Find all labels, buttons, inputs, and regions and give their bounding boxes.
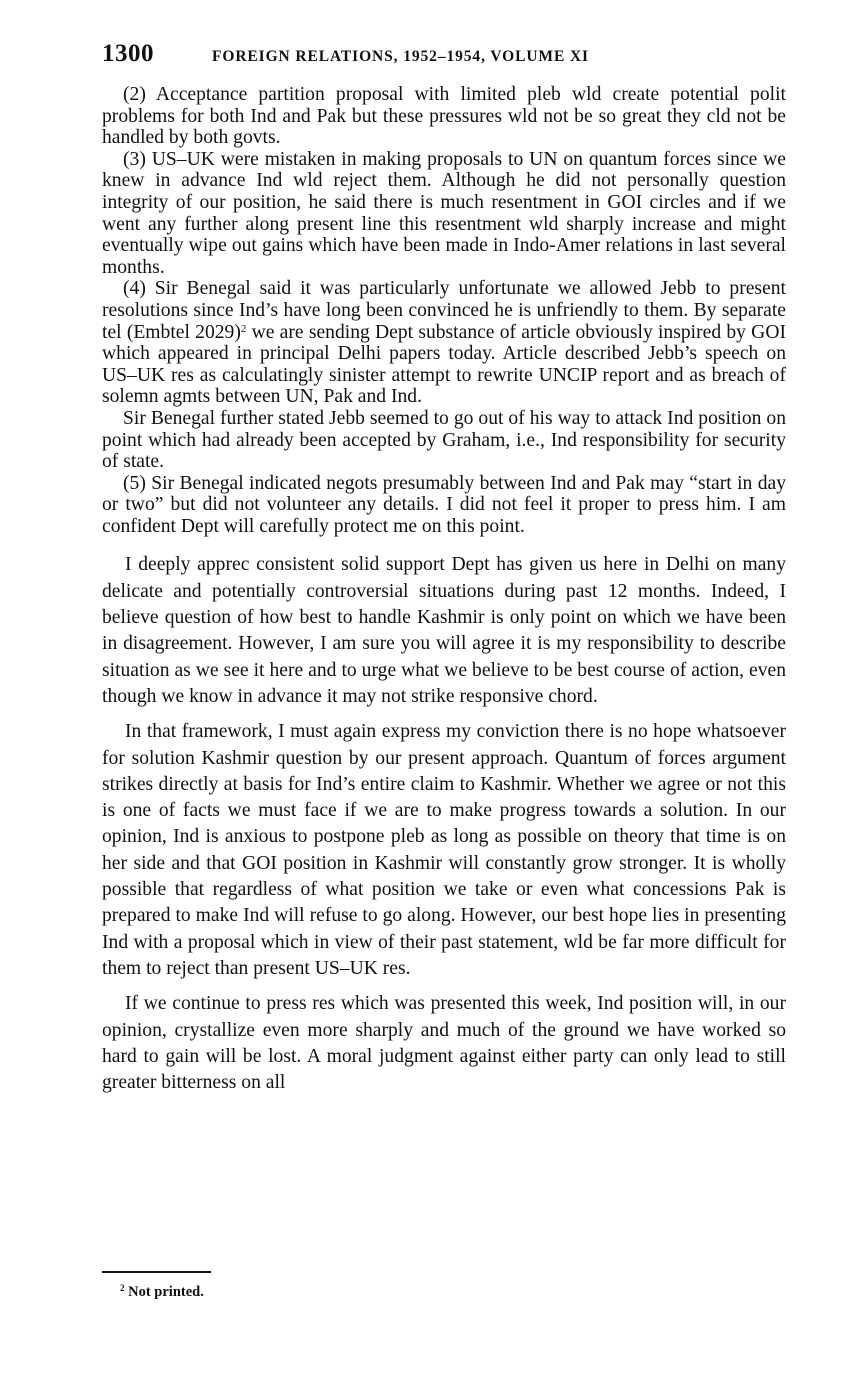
- document-page: [102, 40, 786, 1096]
- point-4: [102, 278, 786, 408]
- paragraph-support: I deeply apprec consistent solid support Dept has given us here in Delhi on many delicate and potentially controversial situations during past 12 months. Indeed, I believe question of how best to handle Kashmir is only point on which we have been in disagreement. However, I am sure you will agree it is my responsibility to describe situation as we see it here and to urge what we believe to be best course of action, even though we know in advance it may not strike responsive chord.: [102, 554, 786, 707]
- footnote-reference: 2: [240, 322, 247, 335]
- page-header: [102, 40, 786, 84]
- footnote-divider: [102, 1271, 211, 1273]
- running-head: FOREIGN RELATIONS, 1952–1954, VOLUME XI: [212, 48, 589, 65]
- point-4-continuation: Sir Benegal further stated Jebb seemed to go out of his way to attack Ind position on point which had already been accepted by Graham, i.e., Ind responsibility for security of state.: [102, 407, 786, 473]
- point-3: (3) US–UK were mistaken in making proposals to UN on quantum forces since we knew in advance Ind wld reject them. Although he did not personally question integrity of our position, he said there is much resentment in GOI circles and if we went any further along present line this resentment wld sharply increase and might eventually wipe out gains which have been made in Indo-Amer relations in last several months.: [102, 148, 786, 278]
- body-paragraphs: [102, 552, 786, 1096]
- point-4-text-start: (4) Sir Benegal said it was particularly unfortunate we allowed Jebb to present resolutions since Ind’s have long been convinced he is unfriendly to them. By separate tel (Embtel 2029): [102, 278, 786, 343]
- paragraph-continue: If we continue to press res which was presented this week, Ind position will, in our opinion, crystallize even more sharply and much of the ground we have worked so hard to gain will be lost. A moral judgment against either party can only lead to still greater bitterness on all: [102, 993, 786, 1094]
- paragraph-framework: In that framework, I must again express my conviction there is no hope whatsoever for solution Kashmir question by our present approach. Quantum of forces argument strikes directly at basis for Ind’s entire claim to Kashmir. Whether we agree or not this is one of facts we must face if we are to make progress towards a solution. In our opinion, Ind is anxious to postpone pleb as long as possible on theory that time is on her side and that GOI position in Kashmir will constantly grow stronger. It is wholly possible that regardless of what position we take or even what concessions Pak is prepared to make Ind will refuse to go along. However, our best hope lies in presenting Ind with a proposal which in view of their past statement, wld be far more difficult for them to reject than present US–UK res.: [102, 721, 786, 979]
- point-5: (5) Sir Benegal indicated negots presumably between Ind and Pak may “start in day or two” but did not volunteer any details. I did not feel it proper to press him. I am confident Dept will carefully protect me on this point.: [102, 472, 786, 537]
- footnote-marker: 2: [120, 1283, 125, 1293]
- page-number: 1300: [102, 40, 154, 67]
- point-2: (2) Acceptance partition proposal with limited pleb wld create potential polit problems for both Ind and Pak but these pressures wld not be so great they cld not be handled by both govts.: [102, 84, 786, 149]
- footnote-text: Not printed.: [128, 1284, 204, 1300]
- numbered-points: [102, 84, 786, 537]
- footnote: [120, 1284, 204, 1301]
- point-4-text-end: we are sending Dept substance of article obviously inspired by GOI which appeared in principal Delhi papers today. Article described Jebb’s speech on US–UK res as calculatingly sinister attempt to rewrite UNCIP report and as breach of solemn agmts between UN, Pak and Ind.: [102, 321, 786, 408]
